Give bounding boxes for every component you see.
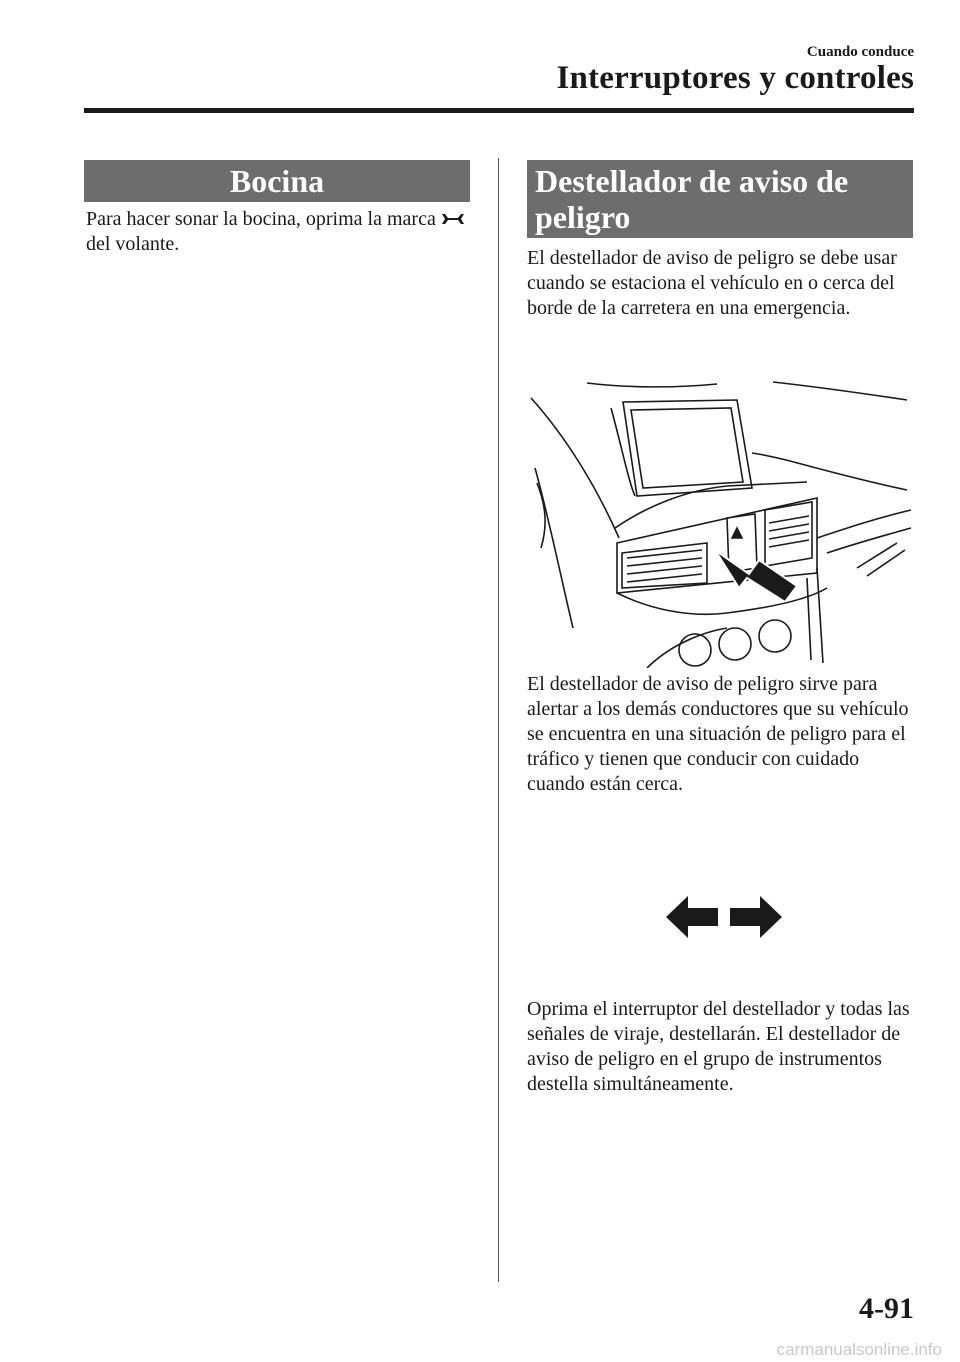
header-rule <box>84 108 914 113</box>
turn-signal-arrows-icon <box>666 894 782 940</box>
section-heading-horn: Bocina <box>84 160 470 202</box>
horn-icon <box>441 212 465 226</box>
hazard-paragraph-3: Oprima el interruptor del destellador y todas las señales de viraje, destellarán. El destellador de aviso de peligro en el grupo de instrumentos destella simultáneamente. <box>527 998 910 1095</box>
column-divider <box>498 158 499 1282</box>
horn-text-end: del volante. <box>86 233 180 255</box>
hazard-switch-illustration <box>527 378 913 668</box>
page-number: 4-91 <box>859 1292 914 1325</box>
hazard-paragraph-2: El destellador de aviso de peligro sirve para alertar a los demás conductores que su vehículo se encuentra en una situación de peligro para el tráfico y tienen que conducir con cuidado cuando están cerca. <box>527 673 909 795</box>
horn-text-start: Para hacer sonar la bocina, oprima la marca <box>86 208 441 230</box>
hazard-paragraph-1: El destellador de aviso de peligro se debe usar cuando se estaciona el vehículo en o cerca del borde de la carretera en una emergencia. <box>527 247 897 319</box>
header-chapter-title: Interruptores y controles <box>556 60 914 96</box>
section-heading-hazard: Destellador de aviso de peligro <box>527 160 913 238</box>
horn-paragraph <box>86 207 466 257</box>
watermark: carmanualsonline.info <box>776 1340 942 1359</box>
header-section-label: Cuando conduce <box>806 44 914 60</box>
